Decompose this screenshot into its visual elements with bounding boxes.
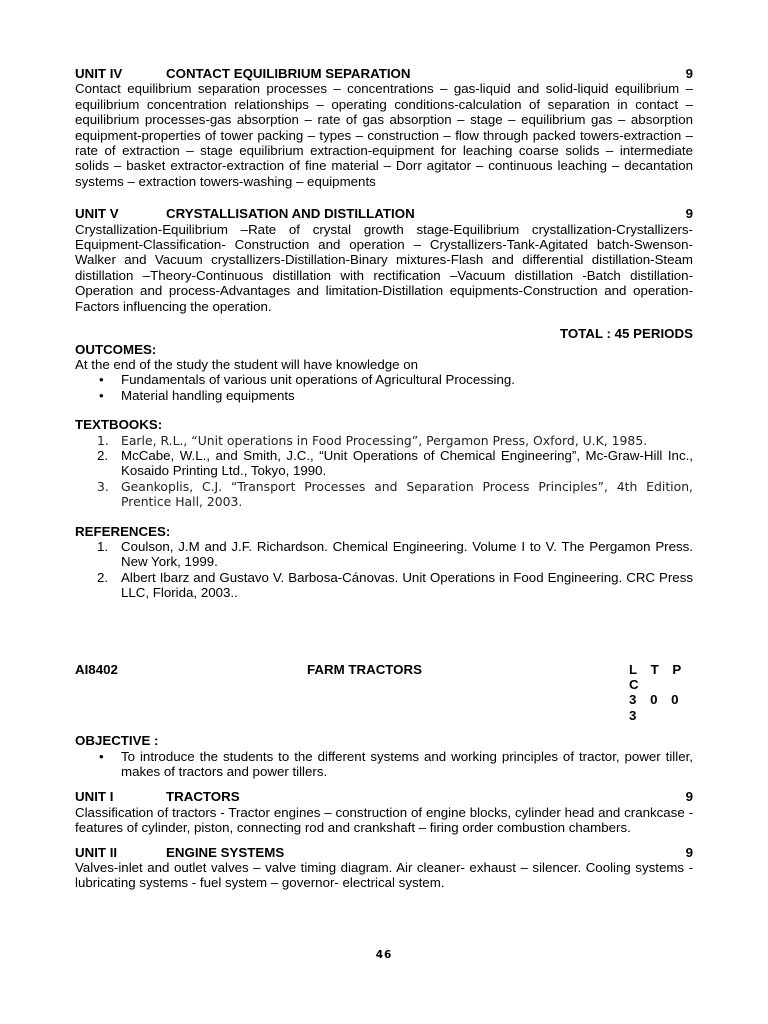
textbook-entry: Earle, R.L., “Unit operations in Food Processing”, Pergamon Press, Oxford, U.K, 1985. [121, 432, 648, 448]
ltpc-heading: L T P C [629, 661, 687, 692]
document-page [75, 66, 693, 891]
unit4-title: CONTACT EQUILIBRIUM SEPARATION [166, 66, 411, 81]
course-title: FARM TRACTORS [307, 661, 422, 677]
textbook-entry: Geankoplis, C.J. “Transport Processes and Separation Process Principles”, 4th Edition, Prentice Hall, 2003. [121, 478, 693, 510]
outcomes-heading: OUTCOMES: [75, 341, 157, 357]
unit5-header [75, 206, 693, 221]
unit5-hours: 9 [685, 206, 693, 222]
unit1-code: UNIT I [75, 789, 114, 805]
list-number: 2. [97, 569, 109, 585]
references-heading: REFERENCES: [75, 523, 171, 539]
unit1-title: TRACTORS [166, 789, 240, 805]
list-item: • Fundamentals of various unit operations of Agricultural Processing. [121, 372, 693, 387]
total-periods: TOTAL : 45 PERIODS [560, 326, 693, 342]
list-number: 1. [97, 432, 109, 448]
ltpc-block [629, 662, 693, 724]
unit5-title: CRYSTALLISATION AND DISTILLATION [166, 206, 415, 222]
list-number: 2. [97, 447, 109, 463]
outcomes-intro: At the end of the study the student will have knowledge on [75, 356, 418, 372]
reference-entry: Coulson, J.M and J.F. Richardson. Chemical Engineering. Volume I to V. The Pergamon Press. New York, 1999. [121, 538, 693, 570]
unit2-title: ENGINE SYSTEMS [166, 844, 285, 860]
list-item: • To introduce the students to the different systems and working principles of tractor, power tiller, makes of tractors and power tillers. [121, 749, 693, 780]
ltpc-values: 3 0 0 3 [629, 692, 684, 723]
unit5-code: UNIT V [75, 206, 119, 222]
list-item [97, 538, 693, 570]
list-number: 3. [97, 478, 109, 494]
references-list [75, 539, 693, 601]
unit4-code: UNIT IV [75, 66, 123, 81]
list-item [97, 478, 693, 510]
list-item [97, 569, 693, 601]
unit2-header [75, 845, 693, 860]
objective-heading: OBJECTIVE : [75, 733, 159, 749]
page-number: 46 [375, 949, 393, 961]
outcomes-list [75, 372, 693, 403]
unit1-text: Classification of tractors - Tractor engines – construction of engine blocks, cylinder head and crankcase - features of cylinder, piston, connecting rod and crankshaft – firing order combustion chambers. [75, 804, 693, 836]
textbook-entry: McCabe, W.L., and Smith, J.C., “Unit Operations of Chemical Engineering”, Mc-Graw-Hill Inc., Kosaido Printing Ltd., Tokyo, 1990. [121, 447, 693, 479]
unit1-header [75, 789, 693, 804]
textbooks-list [75, 433, 693, 510]
reference-entry: Albert Ibarz and Gustavo V. Barbosa-Cánovas. Unit Operations in Food Engineering. CRC Press LLC, Florida, 2003.. [121, 569, 693, 601]
unit2-code: UNIT II [75, 844, 118, 860]
unit1-hours: 9 [685, 789, 693, 805]
objective-list [75, 749, 693, 780]
list-item: • Material handling equipments [121, 388, 693, 403]
list-item [97, 447, 693, 479]
unit4-hours: 9 [685, 66, 693, 81]
course-header [75, 662, 693, 724]
course-code: AI8402 [75, 661, 118, 677]
unit4-header [75, 66, 693, 81]
unit5-text: Crystallization-Equilibrium –Rate of crystal growth stage-Equilibrium crystallization-Crystallizers-Equipment-Classification- Construction and operation – Crystallizers-Tank-Agitated batch-Swenson-Walker and Vacuum crystallizers-Distillation-Binary mixtures-Flash and differential distillation-Steam distillation –Theory-Continuous distillation with rectification –Vacuum distillation -Batch distillation-Operation and process-Advantages and limitation-Distillation equipments-Construction and operation-Factors influencing the operation. [75, 221, 693, 314]
textbooks-heading: TEXTBOOKS: [75, 417, 163, 433]
unit4-text: Contact equilibrium separation processes – concentrations – gas-liquid and solid-liquid equilibrium – equilibrium concentration relationships – operating conditions-calculation of separation in contact – equilibrium processes-gas absorption – rate of gas absorption – stage – equilibrium gas – absorption equipment-properties of tower packing – types – construction – flow through packed towers-extraction – rate of extraction – stage equilibrium extraction-equipment for leaching coarse solids – intermediate solids – basket extractor-extraction of fine material – Dorr agitator – continuous leaching – decantation systems – extraction towers-washing – equipments [75, 81, 693, 189]
list-number: 1. [97, 538, 109, 554]
unit2-text: Valves-inlet and outlet valves – valve timing diagram. Air cleaner- exhaust – silencer. Cooling systems - lubricating systems - fuel system – governor- electrical system. [75, 860, 693, 891]
unit2-hours: 9 [685, 844, 693, 860]
list-item [97, 432, 693, 448]
